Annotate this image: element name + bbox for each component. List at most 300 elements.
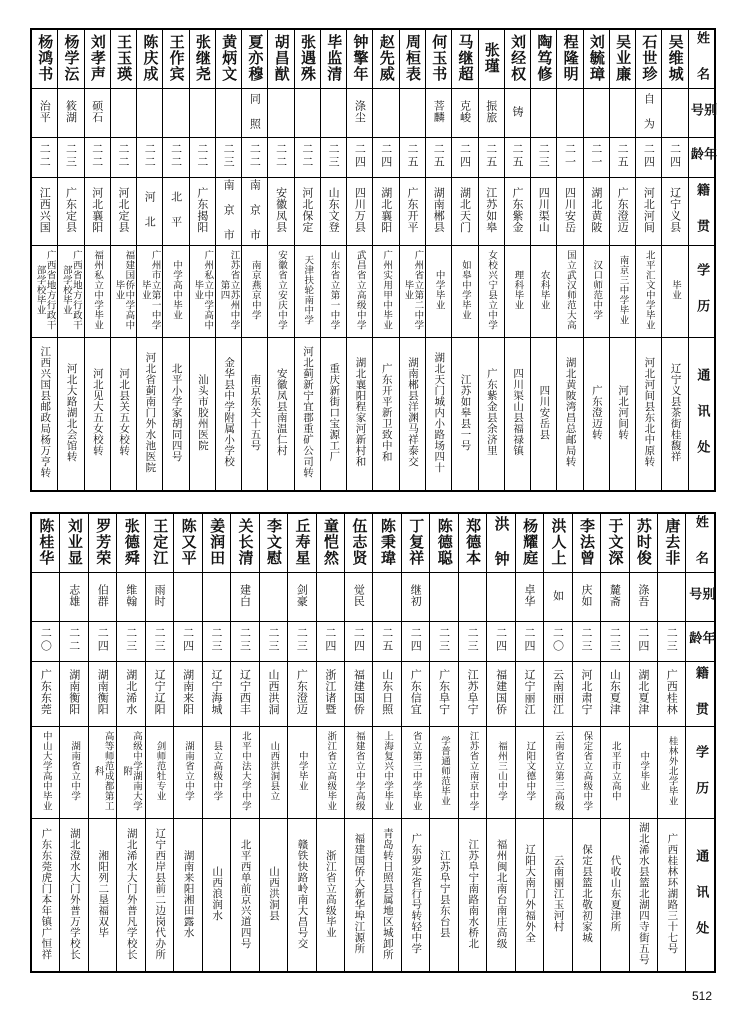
cell-text: 二四 bbox=[323, 626, 337, 653]
cell-text: 广东紫金 bbox=[511, 186, 525, 233]
cell-text: 二二 bbox=[38, 142, 52, 169]
cell-text: 广西省地方行政干部学校毕业 bbox=[60, 249, 82, 330]
cell-alias bbox=[373, 89, 399, 137]
cell-alias bbox=[231, 573, 259, 621]
cell-native bbox=[344, 662, 372, 727]
cell-text: 广东定县 bbox=[64, 186, 78, 233]
cell-native bbox=[557, 177, 583, 245]
cell-text: 江苏省立南京中学 bbox=[467, 731, 479, 811]
cell-education bbox=[458, 727, 486, 819]
cell-name bbox=[32, 30, 58, 89]
cell-text: 辽阳文德中学 bbox=[524, 741, 536, 801]
cell-text: 辽宁丽江 bbox=[523, 669, 537, 716]
cell-text: 二五 bbox=[405, 142, 419, 169]
cell-alias bbox=[174, 573, 202, 621]
cell-text: 浙江省立高级毕业 bbox=[325, 731, 337, 811]
cell-text: 张遇殊 bbox=[298, 33, 317, 82]
cell-address bbox=[117, 819, 145, 972]
cell-age bbox=[478, 137, 504, 177]
cell-text: 国立武汉师范大高 bbox=[564, 249, 576, 330]
cell-text: 硕石 bbox=[90, 99, 104, 123]
cell-native bbox=[189, 177, 215, 245]
table-row-age bbox=[32, 137, 715, 177]
cell-native bbox=[662, 177, 688, 245]
cell-native bbox=[425, 177, 451, 245]
roster-table-top bbox=[30, 28, 716, 492]
cell-text: 涤吾 bbox=[636, 583, 650, 607]
cell-text: 杨鸿书 bbox=[36, 33, 55, 82]
cell-text: 山西洪洞 bbox=[266, 669, 280, 716]
cell-text: 理科毕业 bbox=[512, 269, 524, 310]
cell-address bbox=[320, 338, 346, 491]
cell-text: 二三 bbox=[608, 626, 622, 653]
cell-text: 河北河间县东北中原转 bbox=[643, 357, 656, 468]
cell-age bbox=[557, 137, 583, 177]
cell-text: 何玉书 bbox=[430, 33, 449, 82]
cell-text: 代收山东夏津所 bbox=[609, 855, 622, 933]
cell-text: 剑师范牡专业 bbox=[154, 741, 166, 801]
cell-name bbox=[504, 30, 530, 89]
row-label-native bbox=[688, 177, 714, 245]
cell-name bbox=[583, 30, 609, 89]
cell-text: 山西洪洞县 bbox=[268, 866, 281, 922]
cell-education bbox=[430, 727, 458, 819]
cell-age bbox=[373, 621, 401, 661]
cell-native bbox=[401, 662, 429, 727]
cell-education bbox=[320, 245, 346, 337]
cell-alias bbox=[583, 89, 609, 137]
cell-education bbox=[202, 727, 230, 819]
cell-text: 青岛转日照县属地区城卸所 bbox=[381, 827, 394, 960]
cell-text: 二四 bbox=[636, 626, 650, 653]
cell-text: 湖南省立中学 bbox=[182, 741, 194, 801]
cell-text: 同 照 bbox=[248, 93, 262, 130]
cell-text: 辽宁辽阳 bbox=[153, 669, 167, 716]
cell-address bbox=[601, 819, 629, 972]
cell-education bbox=[662, 245, 688, 337]
cell-address bbox=[88, 819, 116, 972]
cell-name bbox=[347, 30, 373, 89]
row-label-text: 姓 名 bbox=[692, 515, 708, 569]
cell-text: 二三 bbox=[210, 626, 224, 653]
cell-text: 云南省立第三高级 bbox=[552, 731, 564, 811]
cell-address bbox=[478, 338, 504, 491]
cell-text: 湖南来阳 bbox=[181, 669, 195, 716]
cell-text: 胡昌猷 bbox=[272, 33, 291, 82]
cell-text: 二一 bbox=[589, 142, 603, 169]
cell-name bbox=[259, 514, 287, 573]
cell-text: 二三 bbox=[537, 142, 551, 169]
row-label-age bbox=[687, 137, 717, 177]
row-label-text: 别 号 bbox=[687, 102, 717, 120]
cell-education bbox=[215, 245, 241, 337]
cell-text: 二三 bbox=[579, 626, 593, 653]
cell-name bbox=[320, 30, 346, 89]
cell-text: 安徽凤县南温仁村 bbox=[275, 368, 288, 457]
cell-address bbox=[316, 819, 344, 972]
cell-text: 剑豪 bbox=[295, 583, 309, 607]
cell-native bbox=[242, 177, 268, 245]
cell-text: 辽阳大南门外福外全 bbox=[524, 844, 537, 944]
cell-alias bbox=[32, 89, 58, 137]
cell-text: 河北大路湖北会馆转 bbox=[65, 362, 78, 462]
cell-alias bbox=[504, 89, 530, 137]
cell-text: 志雄 bbox=[67, 583, 81, 607]
cell-text: 江苏省立苏州中学第四 bbox=[218, 249, 240, 330]
cell-alias bbox=[515, 573, 543, 621]
cell-text: 省立第三中学毕业 bbox=[410, 731, 422, 811]
cell-native bbox=[347, 177, 373, 245]
cell-age bbox=[288, 621, 316, 661]
cell-text: 山东文登 bbox=[327, 186, 341, 233]
cell-text: 江苏如皋县一号 bbox=[459, 373, 472, 451]
cell-name bbox=[478, 30, 504, 89]
cell-text: 广西桂林 bbox=[665, 669, 679, 716]
page-number: 512 bbox=[691, 989, 712, 1003]
cell-age bbox=[544, 621, 572, 661]
cell-text: 二二 bbox=[195, 142, 209, 169]
cell-native bbox=[531, 177, 557, 245]
cell-name bbox=[609, 30, 635, 89]
cell-native bbox=[504, 177, 530, 245]
cell-education bbox=[487, 727, 515, 819]
cell-text: 河 北 bbox=[143, 191, 157, 228]
cell-text: 南京东关十五号 bbox=[249, 373, 262, 451]
cell-text: 河北襄阳 bbox=[90, 186, 104, 233]
cell-text: 二〇 bbox=[39, 626, 53, 653]
cell-text: 学普通师范毕业 bbox=[439, 736, 451, 806]
cell-text: 二四 bbox=[523, 626, 537, 653]
cell-text: 二三 bbox=[124, 626, 138, 653]
cell-text: 王玉瑛 bbox=[115, 33, 134, 82]
cell-age bbox=[117, 621, 145, 661]
cell-address bbox=[110, 338, 136, 491]
cell-education bbox=[88, 727, 116, 819]
cell-address bbox=[430, 819, 458, 972]
cell-alias bbox=[531, 89, 557, 137]
cell-text: 筱湖 bbox=[64, 99, 78, 123]
cell-native bbox=[60, 662, 88, 727]
cell-text: 湖南衡阳 bbox=[67, 669, 81, 716]
cell-text: 高级中学湖南大学附 bbox=[121, 731, 143, 811]
cell-text: 湖北天门 bbox=[458, 186, 472, 233]
cell-name bbox=[401, 514, 429, 573]
cell-text: 涤尘 bbox=[353, 99, 367, 123]
cell-education bbox=[583, 245, 609, 337]
cell-address bbox=[32, 338, 58, 491]
cell-address bbox=[399, 338, 425, 491]
cell-text: 二五 bbox=[616, 142, 630, 169]
cell-text: 二四 bbox=[352, 626, 366, 653]
cell-text: 南 京 市 bbox=[222, 178, 236, 241]
cell-native bbox=[316, 662, 344, 727]
cell-name bbox=[373, 514, 401, 573]
cell-text: 杨耀庭 bbox=[521, 517, 540, 566]
cell-education bbox=[231, 727, 259, 819]
cell-text: 福建省立中学高级 bbox=[353, 731, 365, 811]
cell-name bbox=[60, 514, 88, 573]
cell-education bbox=[58, 245, 84, 337]
cell-alias bbox=[294, 89, 320, 137]
cell-native bbox=[32, 662, 60, 727]
cell-native bbox=[215, 177, 241, 245]
cell-text: 吴维城 bbox=[666, 33, 685, 82]
cell-age bbox=[601, 621, 629, 661]
cell-education bbox=[32, 245, 58, 337]
cell-native bbox=[478, 177, 504, 245]
cell-address bbox=[373, 819, 401, 972]
cell-address bbox=[662, 338, 688, 491]
cell-text: 毕业 bbox=[669, 279, 681, 300]
cell-name bbox=[425, 30, 451, 89]
cell-text: 福建国侨 bbox=[352, 669, 366, 716]
cell-address bbox=[458, 819, 486, 972]
cell-text: 二四 bbox=[668, 142, 682, 169]
cell-age bbox=[515, 621, 543, 661]
cell-text: 桂林外北学毕业 bbox=[666, 736, 678, 806]
cell-native bbox=[268, 177, 294, 245]
cell-native bbox=[202, 662, 230, 727]
cell-text: 四川安岳 bbox=[563, 186, 577, 233]
cell-text: 二三 bbox=[64, 142, 78, 169]
cell-text: 刘毓璋 bbox=[587, 33, 606, 82]
cell-alias bbox=[347, 89, 373, 137]
cell-age bbox=[401, 621, 429, 661]
cell-text: 河北河间转 bbox=[617, 384, 630, 440]
cell-text: 湘阳列二垦福双毕 bbox=[97, 849, 110, 938]
cell-education bbox=[145, 727, 173, 819]
row-label-text: 学 历 bbox=[693, 744, 709, 798]
cell-text: 罗芳荣 bbox=[94, 517, 113, 566]
cell-address bbox=[163, 338, 189, 491]
cell-alias bbox=[401, 573, 429, 621]
cell-text: 福州闽北南台南庄高级 bbox=[495, 838, 508, 949]
cell-text: 二五 bbox=[380, 626, 394, 653]
cell-text: 湖南郴县洋渊马祥泰交 bbox=[407, 357, 420, 468]
cell-text: 浙江诸暨 bbox=[323, 669, 337, 716]
cell-address bbox=[32, 819, 60, 972]
cell-alias bbox=[487, 573, 515, 621]
row-label-alias bbox=[686, 573, 715, 621]
cell-address bbox=[347, 338, 373, 491]
cell-name bbox=[557, 30, 583, 89]
cell-text: 赵先威 bbox=[377, 33, 396, 82]
cell-alias bbox=[478, 89, 504, 137]
cell-address bbox=[145, 819, 173, 972]
cell-text: 丘寿星 bbox=[293, 517, 312, 566]
cell-name bbox=[88, 514, 116, 573]
cell-text: 二二 bbox=[274, 142, 288, 169]
cell-text: 河北肃宁 bbox=[579, 669, 593, 716]
cell-native bbox=[32, 177, 58, 245]
cell-alias bbox=[601, 573, 629, 621]
row-label-text: 籍 贯 bbox=[692, 665, 708, 719]
cell-text: 周桓表 bbox=[404, 33, 422, 82]
cell-text: 二三 bbox=[153, 626, 167, 653]
row-label-alias bbox=[687, 89, 717, 137]
cell-address bbox=[202, 819, 230, 972]
cell-native bbox=[84, 177, 110, 245]
cell-text: 觉民 bbox=[352, 583, 366, 607]
cell-text: 二三 bbox=[222, 142, 236, 169]
cell-text: 河北省蓟南门外水池医院 bbox=[144, 351, 157, 473]
cell-native bbox=[583, 177, 609, 245]
cell-text: 振旅 bbox=[484, 99, 498, 123]
cell-education bbox=[657, 727, 685, 819]
cell-text: 姜润田 bbox=[208, 517, 227, 566]
cell-alias bbox=[399, 89, 425, 137]
cell-native bbox=[399, 177, 425, 245]
cell-education bbox=[572, 727, 600, 819]
row-label-address bbox=[686, 819, 715, 972]
cell-age bbox=[242, 137, 268, 177]
cell-age bbox=[137, 137, 163, 177]
cell-address bbox=[189, 338, 215, 491]
cell-age bbox=[268, 137, 294, 177]
cell-text: 刘孝声 bbox=[88, 33, 107, 82]
cell-age bbox=[259, 621, 287, 661]
cell-name bbox=[399, 30, 425, 89]
cell-age bbox=[58, 137, 84, 177]
cell-text: 广东东莞 bbox=[39, 669, 53, 716]
table-row-alias bbox=[32, 573, 715, 621]
cell-native bbox=[609, 177, 635, 245]
cell-name bbox=[544, 514, 572, 573]
cell-text: 继初 bbox=[409, 583, 423, 607]
cell-age bbox=[657, 621, 685, 661]
cell-text: 广州私立中学高中毕业 bbox=[192, 249, 214, 330]
cell-text: 建白 bbox=[238, 583, 252, 607]
cell-text: 广东罗定省行号转轻中学 bbox=[410, 833, 423, 955]
cell-age bbox=[110, 137, 136, 177]
cell-text: 河北河间 bbox=[642, 186, 656, 233]
cell-address bbox=[531, 338, 557, 491]
cell-text: 夏亦穆 bbox=[246, 33, 265, 82]
cell-education bbox=[60, 727, 88, 819]
cell-text: 二二 bbox=[248, 142, 262, 169]
cell-age bbox=[572, 621, 600, 661]
cell-text: 云南丽江玉河村 bbox=[552, 855, 565, 933]
cell-text: 广东东莞虎门本年镇广恒祥 bbox=[40, 827, 53, 960]
cell-native bbox=[259, 662, 287, 727]
cell-text: 重庆新街口宝源工厂 bbox=[328, 362, 341, 462]
cell-text: 北平小学家胡同四号 bbox=[170, 362, 183, 462]
cell-age bbox=[215, 137, 241, 177]
cell-text: 河北见大五女校转 bbox=[91, 368, 104, 457]
cell-text: 四川万县 bbox=[353, 186, 367, 233]
cell-text: 郑德本 bbox=[464, 517, 483, 566]
cell-text: 北 平 bbox=[169, 191, 183, 228]
row-label-text: 年 龄 bbox=[686, 631, 715, 649]
cell-name bbox=[636, 30, 662, 89]
table-row-address bbox=[32, 819, 715, 972]
cell-age bbox=[347, 137, 373, 177]
cell-age bbox=[189, 137, 215, 177]
cell-text: 二一 bbox=[563, 142, 577, 169]
cell-text: 洪人上 bbox=[549, 517, 568, 566]
cell-age bbox=[344, 621, 372, 661]
cell-text: 湖南衡阳 bbox=[96, 669, 110, 716]
cell-age bbox=[425, 137, 451, 177]
cell-education bbox=[316, 727, 344, 819]
cell-text: 丁复祥 bbox=[407, 517, 426, 566]
cell-education bbox=[32, 727, 60, 819]
cell-education bbox=[174, 727, 202, 819]
cell-education bbox=[452, 245, 478, 337]
cell-address bbox=[452, 338, 478, 491]
cell-text: 中学毕业 bbox=[433, 269, 445, 310]
cell-text: 天津扶轮南中学 bbox=[302, 254, 314, 325]
cell-text: 自 为 bbox=[642, 93, 656, 130]
cell-native bbox=[58, 177, 84, 245]
cell-address bbox=[84, 338, 110, 491]
cell-text: 二四 bbox=[642, 142, 656, 169]
cell-text: 二四 bbox=[96, 626, 110, 653]
cell-age bbox=[316, 621, 344, 661]
cell-text: 山东夏津 bbox=[608, 669, 622, 716]
cell-text: 二三 bbox=[266, 626, 280, 653]
cell-education bbox=[425, 245, 451, 337]
cell-text: 湖北夏津 bbox=[636, 669, 650, 716]
cell-name bbox=[163, 30, 189, 89]
cell-text: 李文慰 bbox=[265, 517, 283, 566]
cell-address bbox=[242, 338, 268, 491]
cell-text: 刘经权 bbox=[509, 33, 528, 82]
cell-text: 南京三中学毕业 bbox=[617, 254, 629, 325]
cell-name bbox=[268, 30, 294, 89]
cell-text: 广东开平 bbox=[405, 186, 419, 233]
cell-text: 河北县关五女校转 bbox=[118, 368, 131, 457]
cell-native bbox=[174, 662, 202, 727]
cell-text: 福州私立中学毕业 bbox=[92, 249, 104, 330]
cell-text: 二四 bbox=[494, 626, 508, 653]
cell-native bbox=[137, 177, 163, 245]
cell-education bbox=[137, 245, 163, 337]
row-label-age bbox=[686, 621, 715, 661]
cell-address bbox=[137, 338, 163, 491]
cell-address bbox=[344, 819, 372, 972]
cell-text: 湖北浠水 bbox=[124, 669, 138, 716]
cell-text: 二二 bbox=[169, 142, 183, 169]
cell-age bbox=[636, 137, 662, 177]
cell-alias bbox=[452, 89, 478, 137]
cell-text: 北平西单前京兴道四号 bbox=[239, 838, 252, 949]
cell-name bbox=[117, 514, 145, 573]
cell-name bbox=[174, 514, 202, 573]
cell-name bbox=[487, 514, 515, 573]
cell-alias bbox=[60, 573, 88, 621]
cell-text: 湖北澄水大门外普万学校长 bbox=[68, 827, 81, 960]
cell-text: 刘业显 bbox=[65, 517, 84, 566]
row-label-text: 姓 名 bbox=[693, 31, 709, 84]
cell-text: 菩麟 bbox=[432, 99, 446, 123]
cell-alias bbox=[425, 89, 451, 137]
cell-native bbox=[288, 662, 316, 727]
cell-age bbox=[294, 137, 320, 177]
row-label-education bbox=[688, 245, 714, 337]
cell-text: 王作宾 bbox=[167, 33, 186, 82]
cell-text: 北平汇文中学毕业 bbox=[643, 249, 655, 330]
cell-education bbox=[288, 727, 316, 819]
cell-age bbox=[32, 137, 58, 177]
cell-text: 江苏阜宁 bbox=[466, 669, 480, 716]
cell-native bbox=[544, 662, 572, 727]
cell-text: 浙江省立高级毕业 bbox=[324, 849, 337, 938]
cell-text: 陈秉瑋 bbox=[378, 517, 397, 566]
table-row-address bbox=[32, 338, 715, 491]
cell-name bbox=[84, 30, 110, 89]
cell-education bbox=[399, 245, 425, 337]
